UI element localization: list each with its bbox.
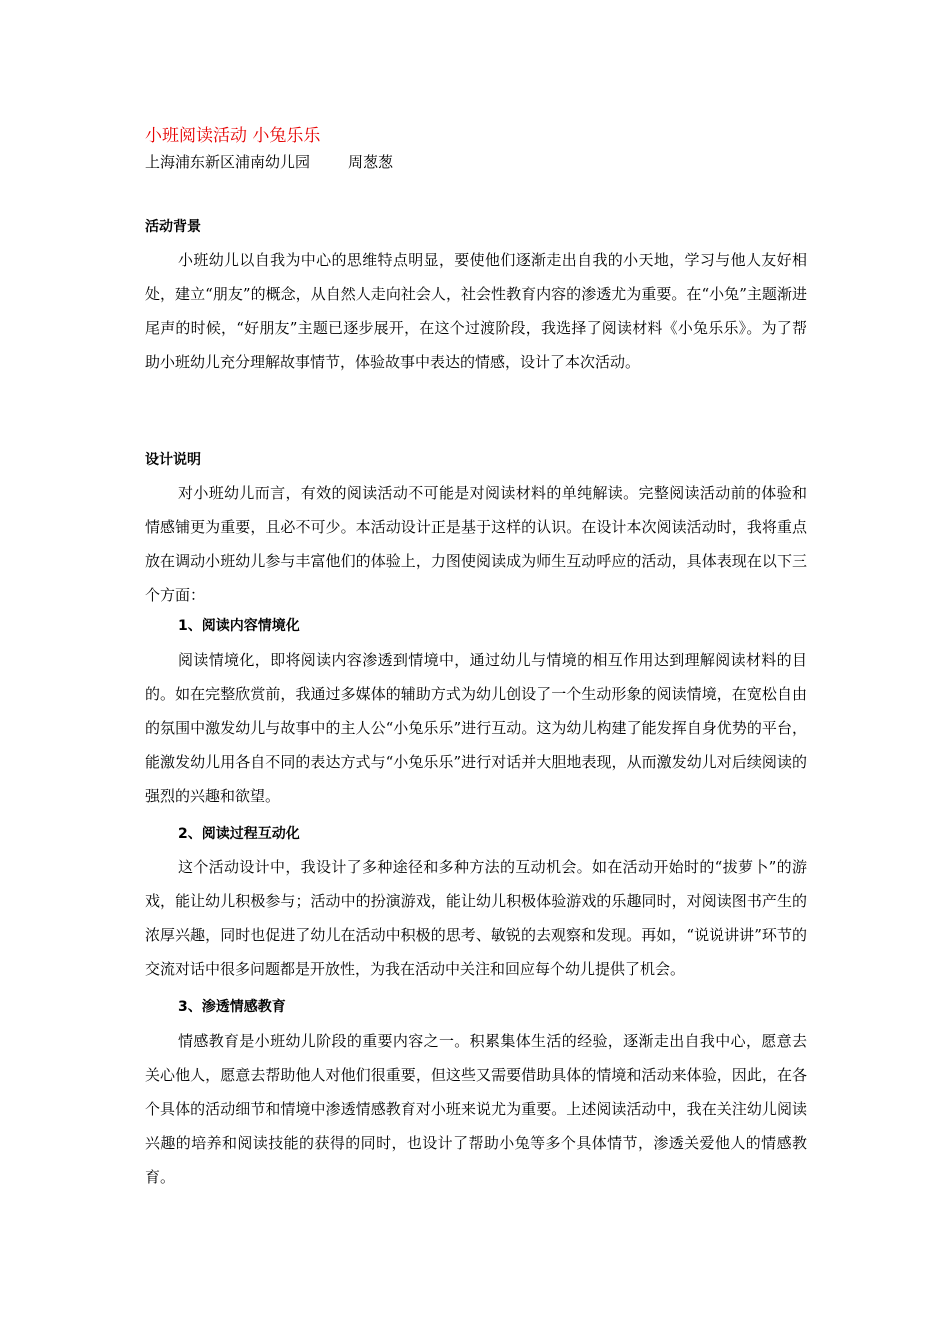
document-title: 小班阅读活动 小兔乐乐 [145,126,321,146]
section-2-paragraph: 这个活动设计中，我设计了多种途径和多种方法的互动机会。如在活动开始时的“拔萝卜”的游戏，能让幼儿积极参与；活动中的扮演游戏，能让幼儿积极体验游戏的乐趣同时，对阅读图书产生的浓厚兴趣，同时也促进了幼儿在活动中积极的思考、敏锐的去观察和发现。再如，“说说讲讲”环节的交流对话中很多问题都是开放性，为我在活动中关注和回应每个幼儿提供了机会。 [145,858,807,978]
background-heading: 活动背景 [145,219,201,235]
background-paragraph: 小班幼儿以自我为中心的思维特点明显，要使他们逐渐走出自我的小天地，学习与他人友好相处，建立“朋友”的概念，从自然人走向社会人，社会性教育内容的渗透尤为重要。在“小兔”主题渐进尾声的时候，“好朋友”主题已逐步展开，在这个过渡阶段，我选择了阅读材料《小兔乐乐》。为了帮助小班幼儿充分理解故事情节，体验故事中表达的情感，设计了本次活动。 [145,251,807,371]
section-3-paragraph: 情感教育是小班幼儿阶段的重要内容之一。积累集体生活的经验，逐渐走出自我中心，愿意去关心他人，愿意去帮助他人对他们很重要，但这些又需要借助具体的情境和活动来体验，因此，在各个具体的活动细节和情境中渗透情感教育对小班来说尤为重要。上述阅读活动中，我在关注幼儿阅读兴趣的培养和阅读技能的获得的同时，也设计了帮助小兔等多个具体情节，渗透关爱他人的情感教育。 [145,1032,807,1186]
section-1-heading: 1、阅读内容情境化 [178,618,300,634]
design-heading: 设计说明 [145,452,201,468]
section-1-paragraph: 阅读情境化，即将阅读内容渗透到情境中，通过幼儿与情境的相互作用达到理解阅读材料的目的。如在完整欣赏前，我通过多媒体的辅助方式为幼儿创设了一个生动形象的阅读情境，在宽松自由的氛围中激发幼儿与故事中的主人公“小兔乐乐”进行互动。这为幼儿构建了能发挥自身优势的平台，能激发幼儿用各自不同的表达方式与“小兔乐乐”进行对话并大胆地表现，从而激发幼儿对后续阅读的强烈的兴趣和欲望。 [145,651,807,805]
author-name: 周葱葱 [348,153,394,171]
section-3-heading: 3、渗透情感教育 [178,999,286,1015]
author-organization: 上海浦东新区浦南幼儿园 [145,153,311,171]
author-line [145,150,393,174]
section-2-heading: 2、阅读过程互动化 [178,826,300,842]
design-intro-paragraph: 对小班幼儿而言，有效的阅读活动不可能是对阅读材料的单纯解读。完整阅读活动前的体验和情感铺更为重要，且必不可少。本活动设计正是基于这样的认识。在设计本次阅读活动时，我将重点放在调动小班幼儿参与丰富他们的体验上，力图使阅读成为师生互动呼应的活动，具体表现在以下三个方面： [145,484,807,604]
